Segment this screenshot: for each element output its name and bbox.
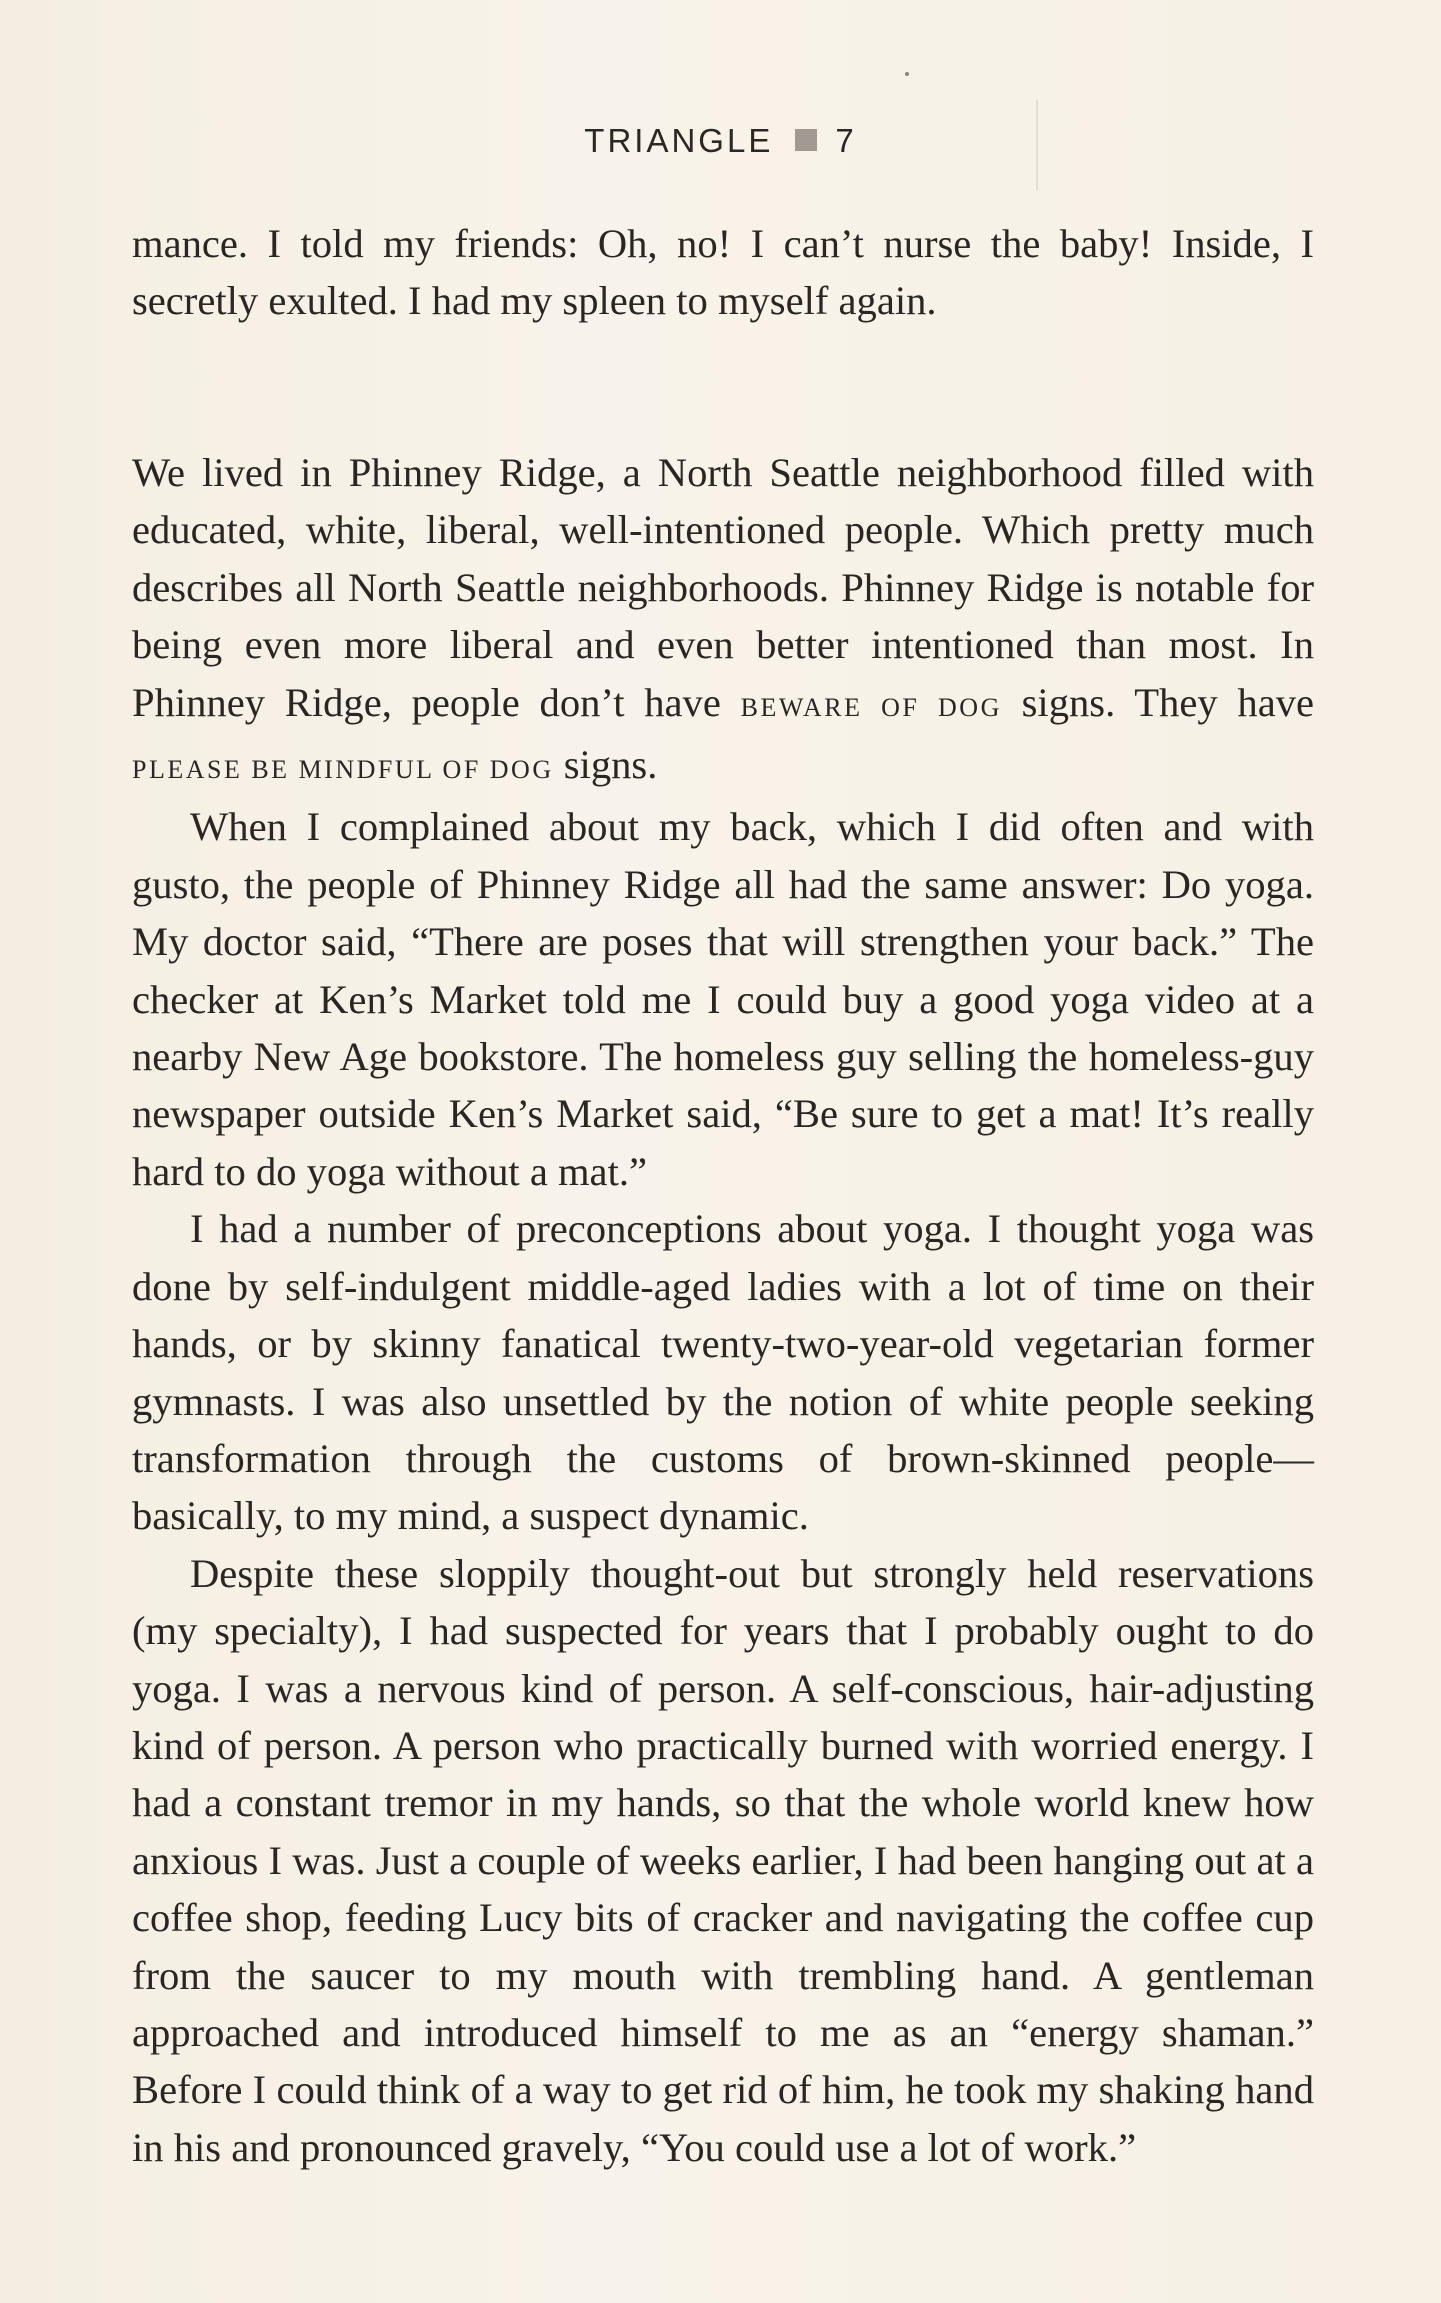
paragraph-phinney-ridge xyxy=(132,444,1314,798)
page-speck xyxy=(905,72,909,76)
sign-beware-of-dog: BEWARE OF DOG xyxy=(740,692,1002,722)
paragraph-text: We lived in Phinney Ridge, a North Seattle neighborhood filled with educated, white, liberal, well-intentioned people. Which pretty much describes all North Seattle neighborhoods. Phinney Ridge is notable for being even more liberal and even better intentioned than most. In Phinney Ridge, people don’t have xyxy=(132,450,1314,725)
sign-please-be-mindful: PLEASE BE MINDFUL OF DOG xyxy=(132,755,554,785)
paragraph-reservations: Despite these sloppily thought-out but strongly held reservations (my specialty), I had suspected for years that I probably ought to do yoga. I was a nervous kind of person. A self-conscious, hair-adjusting kind of person. A person who practically burned with worried energy. I had a constant tremor in my hands, so that the whole world knew how anxious I was. Just a couple of weeks earlier, I had been hanging out at a coffee shop, feeding Lucy bits of cracker and navigating the coffee cup from the saucer to my mouth with trembling hand. A gentleman approached and introduced himself to me as an “energy shaman.” Before I could think of a way to get rid of him, he took my shaking hand in his and pronounced gravely, “You could use a lot of work.” xyxy=(132,1550,1314,2170)
paragraph-back-complaints: When I complained about my back, which I did often and with gusto, the people of Phinney Ridge all had the same answer: Do yoga. My doctor said, “There are poses that will strengthen your back.” The checker at Ken’s Market told me I could buy a good yoga video at a nearby New Age bookstore. The homeless guy selling the homeless-guy newspaper outside Ken’s Market said, “Be sure to get a mat! It’s really hard to do yoga without a mat.” xyxy=(132,804,1314,1194)
text-block-top xyxy=(132,215,1314,330)
paragraph-text: signs. They have xyxy=(1001,679,1314,725)
square-icon xyxy=(795,129,817,151)
running-head-title: TRIANGLE xyxy=(584,122,774,159)
text-block-main xyxy=(132,444,1314,2176)
running-head xyxy=(0,122,1441,160)
paragraph-preconceptions: I had a number of preconceptions about yoga. I thought yoga was done by self-indulgent middle-aged ladies with a lot of time on their hands, or by skinny fanatical twenty-two-year-old vegetarian former gymnasts. I was also unsettled by the notion of white people seeking transformation through the customs of brown-skinned people—basically, to my mind, a suspect dynamic. xyxy=(132,1206,1314,1539)
paragraph-text: signs. xyxy=(553,742,658,788)
paragraph-continuation: mance. I told my friends: Oh, no! I can’t nurse the baby! Inside, I secretly exulted. I had my spleen to myself again. xyxy=(132,221,1314,324)
page-number: 7 xyxy=(835,122,857,159)
